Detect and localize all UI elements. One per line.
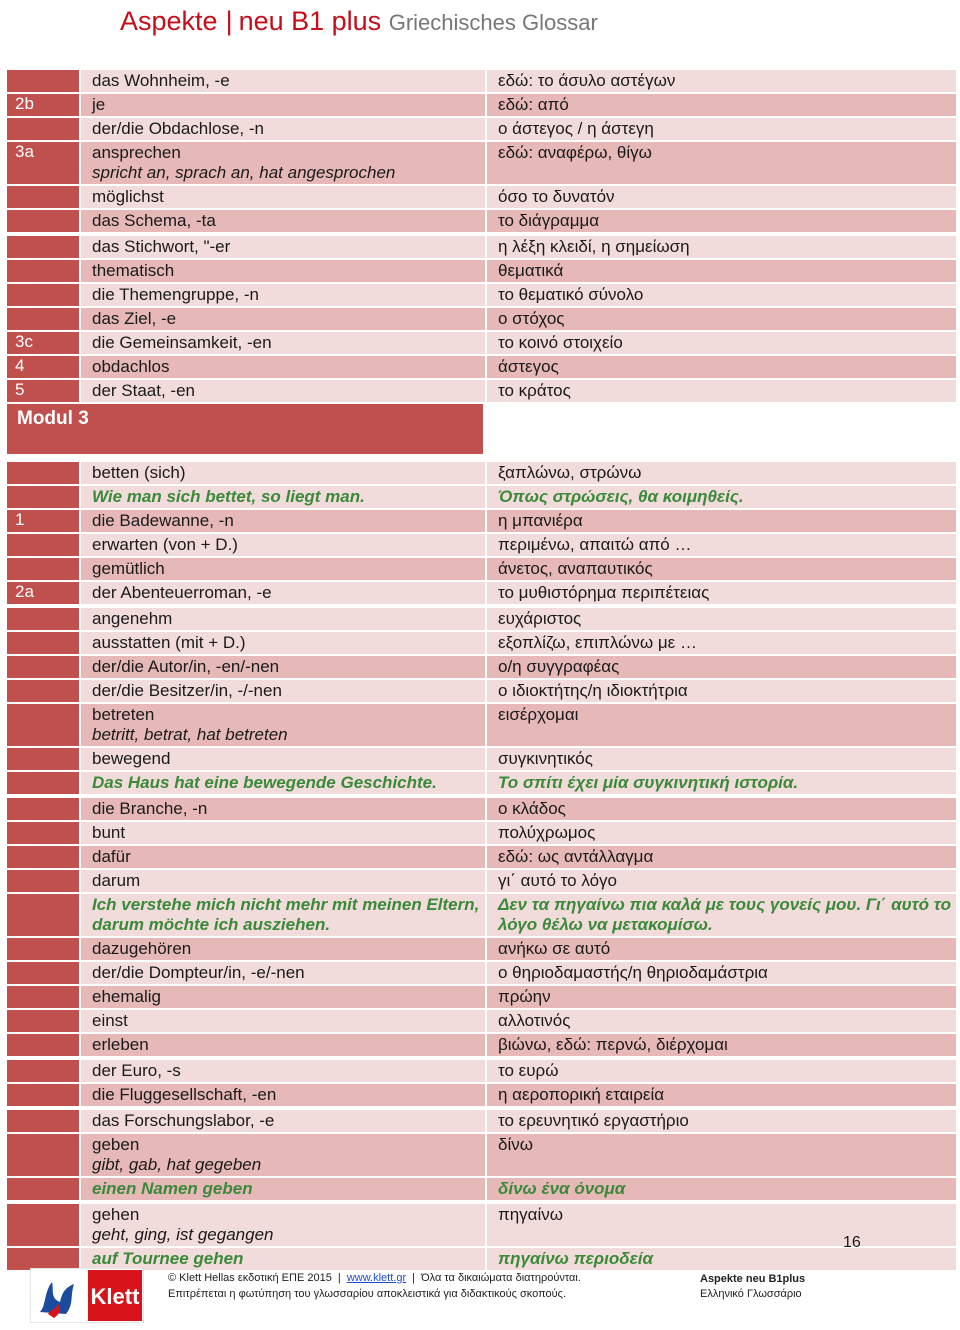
greek-example: Το σπίτι έχει μία συγκινητική ιστορία. (498, 773, 799, 792)
glossary-row (7, 846, 954, 870)
glossary-section-1 (7, 70, 954, 404)
footer-note: Επιτρέπεται η φωτύπηση του γλωσσαρίου αποκλειστικά για διδακτικούς σκοπούς. (168, 1288, 567, 1300)
exercise-number (7, 748, 79, 770)
greek-translation (487, 582, 956, 604)
greek-translation (487, 486, 956, 508)
german-word: die Themengruppe, -n (92, 285, 259, 304)
glossary-row (7, 1178, 954, 1204)
german-word: die Branche, -n (92, 799, 208, 818)
german-term (81, 986, 485, 1008)
german-term (81, 380, 485, 402)
greek-translation (487, 462, 956, 484)
german-word: das Stichwort, "-er (92, 237, 231, 256)
greek-word: το ερευνητικό εργαστήριο (498, 1111, 689, 1130)
german-word: der/die Dompteur/in, -e/-nen (92, 963, 305, 982)
german-term (81, 94, 485, 116)
page-number: 16 (843, 1234, 861, 1251)
german-word: das Ziel, -e (92, 309, 177, 328)
greek-word: θεματικά (498, 261, 564, 280)
exercise-number (7, 1010, 79, 1032)
german-example: einen Namen geben (92, 1179, 253, 1198)
glossary-row (7, 486, 954, 510)
exercise-number (7, 938, 79, 960)
german-term (81, 870, 485, 892)
german-word: das Wohnheim, -e (92, 71, 230, 90)
greek-translation (487, 260, 956, 282)
exercise-number (7, 1134, 79, 1176)
german-word: die Fluggesellschaft, -en (92, 1085, 277, 1104)
greek-example: Όπως στρώσεις, θα κοιμηθείς. (498, 487, 744, 506)
exercise-number (7, 70, 79, 92)
klett-logo-icon (30, 1268, 144, 1323)
german-word: betten (sich) (92, 463, 186, 482)
glossary-row (7, 210, 954, 236)
footer-left: © Klett Hellas εκδοτική ΕΠΕ 2015 | www.klett.gr | Όλα τα δικαιώματα διατηρούνται. Επιτρέπεται η φωτύπηση του γλωσσαρίου αποκλειστικά για διδακτικούς σκοπούς. (168, 1272, 581, 1300)
greek-word: ο ιδιοκτήτης/η ιδιοκτήτρια (498, 681, 688, 700)
exercise-number: 2b (7, 94, 79, 116)
greek-word: εδώ: ως αντάλλαγμα (498, 847, 654, 866)
greek-word: ευχάριστος (498, 609, 582, 628)
exercise-number (7, 558, 79, 580)
glossary-row (7, 1110, 954, 1134)
greek-translation (487, 380, 956, 402)
greek-translation (487, 680, 956, 702)
greek-translation (487, 70, 956, 92)
german-word: der Abenteuerroman, -e (92, 583, 272, 602)
greek-translation (487, 356, 956, 378)
exercise-number (7, 186, 79, 208)
greek-translation (487, 704, 956, 746)
greek-word: όσο το δυνατόν (498, 187, 615, 206)
greek-word: ο κλάδος (498, 799, 566, 818)
greek-translation (487, 894, 956, 936)
greek-translation (487, 94, 956, 116)
greek-word: πολύχρωμος (498, 823, 596, 842)
glossary-row (7, 748, 954, 772)
greek-word: εδώ: από (498, 95, 569, 114)
greek-word: ξαπλώνω, στρώνω (498, 463, 642, 482)
greek-example: πηγαίνω περιοδεία (498, 1249, 653, 1268)
greek-word: το μυθιστόρημα περιπέτειας (498, 583, 710, 602)
modul-label: Modul 3 (7, 404, 483, 454)
exercise-number (7, 1084, 79, 1106)
greek-translation (487, 962, 956, 984)
page-title (120, 4, 598, 38)
exercise-number (7, 608, 79, 630)
german-word: die Badewanne, -n (92, 511, 234, 530)
german-word: das Schema, -ta (92, 211, 216, 230)
glossary-row (7, 462, 954, 486)
greek-word: βιώνω, εδώ: περνώ, διέρχομαι (498, 1035, 728, 1054)
glossary-row (7, 582, 954, 608)
glossary-row (7, 822, 954, 846)
glossary-row (7, 1060, 954, 1084)
german-term (81, 656, 485, 678)
exercise-number (7, 1248, 79, 1270)
greek-translation (487, 142, 956, 184)
greek-translation (487, 308, 956, 330)
german-term (81, 236, 485, 258)
greek-word: περιμένω, απαιτώ από … (498, 535, 692, 554)
german-term (81, 558, 485, 580)
footer-rights: Όλα τα δικαιώματα διατηρούνται. (421, 1272, 581, 1284)
exercise-number (7, 962, 79, 984)
glossary-row (7, 534, 954, 558)
glossary-row (7, 656, 954, 680)
greek-translation (487, 632, 956, 654)
german-term (81, 1178, 485, 1200)
german-term (81, 608, 485, 630)
german-term (81, 748, 485, 770)
glossary-row (7, 380, 954, 404)
greek-word: η μπανιέρα (498, 511, 583, 530)
greek-translation (487, 772, 956, 794)
greek-word: άστεγος (498, 357, 559, 376)
exercise-number: 5 (7, 380, 79, 402)
german-word: bewegend (92, 749, 171, 768)
glossary-row (7, 772, 954, 798)
glossary-row (7, 1034, 954, 1060)
greek-word: ανήκω σε αυτό (498, 939, 611, 958)
german-term (81, 70, 485, 92)
german-term (81, 962, 485, 984)
footer-product: Aspekte neu B1plus (700, 1273, 806, 1285)
german-word: die Gemeinsamkeit, -en (92, 333, 272, 352)
greek-translation (487, 510, 956, 532)
german-word: ehemalig (92, 987, 161, 1006)
german-term (81, 462, 485, 484)
german-example: Wie man sich bettet, so liegt man. (92, 487, 365, 506)
exercise-number (7, 118, 79, 140)
greek-translation (487, 1204, 956, 1246)
greek-word: το διάγραμμα (498, 211, 600, 230)
glossary-row (7, 308, 954, 332)
german-term (81, 1034, 485, 1056)
greek-word: εξοπλίζω, επιπλώνω με … (498, 633, 697, 652)
glossary-table (7, 70, 954, 1272)
german-word: einst (92, 1011, 128, 1030)
greek-translation (487, 332, 956, 354)
german-word: ansprechen (92, 143, 181, 162)
greek-word: άνετος, αναπαυτικός (498, 559, 653, 578)
greek-translation (487, 798, 956, 820)
glossary-row (7, 986, 954, 1010)
exercise-number (7, 870, 79, 892)
greek-translation (487, 186, 956, 208)
exercise-number (7, 308, 79, 330)
german-word: geben (92, 1135, 140, 1154)
glossary-title: Griechisches Glossar (388, 10, 598, 35)
exercise-number (7, 822, 79, 844)
german-word: betreten (92, 705, 155, 724)
greek-translation (487, 938, 956, 960)
footer-copyright: © Klett Hellas εκδοτική ΕΠΕ 2015 (168, 1272, 332, 1284)
greek-word: εισέρχομαι (498, 705, 579, 724)
german-term (81, 308, 485, 330)
greek-translation (487, 608, 956, 630)
greek-translation (487, 558, 956, 580)
german-term (81, 632, 485, 654)
german-term (81, 846, 485, 868)
greek-translation (487, 1010, 956, 1032)
german-example: Das Haus hat eine bewegende Geschichte. (92, 773, 437, 792)
greek-word: ο στόχος (498, 309, 565, 328)
german-term (81, 1204, 485, 1246)
glossary-row (7, 558, 954, 582)
german-term (81, 284, 485, 306)
greek-word: ο/η συγγραφέας (498, 657, 620, 676)
german-word: darum (92, 871, 141, 890)
exercise-number (7, 462, 79, 484)
greek-translation (487, 210, 956, 232)
german-example: auf Tournee gehen (92, 1249, 244, 1268)
greek-translation (487, 1110, 956, 1132)
exercise-number (7, 894, 79, 936)
german-term (81, 260, 485, 282)
exercise-number (7, 1110, 79, 1132)
glossary-row (7, 332, 954, 356)
greek-translation (487, 1178, 956, 1200)
footer-product-sub: Ελληνικό Γλωσσάριο (700, 1288, 802, 1300)
german-term (81, 332, 485, 354)
greek-translation (487, 748, 956, 770)
german-example: Ich verstehe mich nicht mehr mit meinen Eltern, darum möchte ich ausziehen. (92, 895, 480, 934)
exercise-number: 3a (7, 142, 79, 184)
german-word: der Euro, -s (92, 1061, 181, 1080)
exercise-number (7, 1034, 79, 1056)
greek-word: το θεματικό σύνολο (498, 285, 644, 304)
glossary-row (7, 870, 954, 894)
glossary-row (7, 236, 954, 260)
german-word: je (92, 95, 106, 114)
german-word: dazugehören (92, 939, 192, 958)
greek-translation (487, 1248, 956, 1270)
german-term (81, 142, 485, 184)
greek-translation (487, 284, 956, 306)
glossary-row (7, 284, 954, 308)
greek-word: η αεροπορική εταιρεία (498, 1085, 665, 1104)
german-forms: gibt, gab, hat gegeben (92, 1155, 262, 1174)
german-word: gemütlich (92, 559, 165, 578)
glossary-row (7, 798, 954, 822)
greek-word: το κράτος (498, 381, 571, 400)
greek-translation (487, 986, 956, 1008)
exercise-number (7, 798, 79, 820)
german-word: das Forschungslabor, -e (92, 1111, 275, 1130)
german-term (81, 1060, 485, 1082)
glossary-row (7, 1204, 954, 1248)
glossary-section-2 (7, 462, 954, 1272)
german-term (81, 680, 485, 702)
title-separator: | (225, 6, 233, 36)
exercise-number (7, 704, 79, 746)
exercise-number (7, 284, 79, 306)
greek-translation (487, 118, 956, 140)
greek-example: δίνω ένα όνομα (498, 1179, 626, 1198)
glossary-row (7, 260, 954, 284)
german-word: der/die Besitzer/in, -/-nen (92, 681, 282, 700)
exercise-number (7, 534, 79, 556)
german-term (81, 1010, 485, 1032)
german-term (81, 486, 485, 508)
german-term (81, 1084, 485, 1106)
exercise-number (7, 260, 79, 282)
glossary-row (7, 632, 954, 656)
glossary-row (7, 510, 954, 534)
greek-word: το ευρώ (498, 1061, 559, 1080)
footer-right (700, 1272, 805, 1302)
german-forms: geht, ging, ist gegangen (92, 1225, 274, 1244)
exercise-number (7, 486, 79, 508)
exercise-number (7, 1178, 79, 1200)
german-term (81, 210, 485, 232)
german-term (81, 704, 485, 746)
greek-translation (487, 1034, 956, 1056)
greek-translation (487, 846, 956, 868)
german-term (81, 1110, 485, 1132)
german-word: obdachlos (92, 357, 170, 376)
greek-word: εδώ: το άσυλο αστέγων (498, 71, 676, 90)
german-word: der/die Autor/in, -en/-nen (92, 657, 280, 676)
exercise-number (7, 846, 79, 868)
german-term (81, 1248, 485, 1270)
glossary-row (7, 70, 954, 94)
greek-translation (487, 236, 956, 258)
greek-word: πρώην (498, 987, 551, 1006)
glossary-row (7, 1248, 954, 1272)
german-word: gehen (92, 1205, 140, 1224)
glossary-row (7, 894, 954, 938)
german-term (81, 894, 485, 936)
greek-translation (487, 1084, 956, 1106)
greek-translation (487, 656, 956, 678)
glossary-row (7, 608, 954, 632)
greek-translation (487, 534, 956, 556)
exercise-number (7, 772, 79, 794)
glossary-row (7, 118, 954, 142)
german-term (81, 1134, 485, 1176)
german-term (81, 186, 485, 208)
exercise-number: 1 (7, 510, 79, 532)
greek-word: εδώ: αναφέρω, θίγω (498, 143, 652, 162)
exercise-number (7, 680, 79, 702)
greek-translation (487, 870, 956, 892)
greek-word: η λέξη κλειδί, η σημείωση (498, 237, 690, 256)
german-term (81, 938, 485, 960)
greek-word: το κοινό στοιχείο (498, 333, 623, 352)
glossary-row (7, 962, 954, 986)
exercise-number (7, 1204, 79, 1246)
german-term (81, 118, 485, 140)
greek-word: ο άστεγος / η άστεγη (498, 119, 654, 138)
glossary-row (7, 1084, 954, 1110)
glossary-row (7, 704, 954, 748)
german-term (81, 798, 485, 820)
german-term (81, 582, 485, 604)
level-title: neu B1 plus (238, 6, 382, 36)
greek-word: πηγαίνω (498, 1205, 564, 1224)
glossary-row (7, 1010, 954, 1034)
german-word: ausstatten (mit + D.) (92, 633, 246, 652)
greek-translation (487, 1134, 956, 1176)
exercise-number: 3c (7, 332, 79, 354)
glossary-row (7, 1134, 954, 1178)
greek-word: συγκινητικός (498, 749, 593, 768)
german-word: möglichst (92, 187, 164, 206)
german-word: thematisch (92, 261, 175, 280)
exercise-number (7, 1060, 79, 1082)
glossary-row (7, 356, 954, 380)
greek-example: Δεν τα πηγαίνω πια καλά με τους γονείς μου. Γι΄ αυτό το λόγο θέλω να μετακομίσω. (498, 895, 952, 934)
glossary-row (7, 94, 954, 118)
german-word: der/die Obdachlose, -n (92, 119, 264, 138)
german-term (81, 510, 485, 532)
german-forms: betritt, betrat, hat betreten (92, 725, 288, 744)
exercise-number (7, 210, 79, 232)
german-word: bunt (92, 823, 126, 842)
german-word: dafür (92, 847, 131, 866)
brand-title: Aspekte (120, 6, 218, 36)
modul-header (7, 404, 954, 462)
exercise-number (7, 236, 79, 258)
glossary-row (7, 186, 954, 210)
exercise-number: 4 (7, 356, 79, 378)
glossary-row (7, 938, 954, 962)
german-word: erleben (92, 1035, 149, 1054)
german-forms: spricht an, sprach an, hat angesprochen (92, 163, 396, 182)
german-word: der Staat, -en (92, 381, 196, 400)
german-word: erwarten (von + D.) (92, 535, 238, 554)
exercise-number: 2a (7, 582, 79, 604)
logo-text: Klett (90, 1284, 140, 1309)
greek-word: ο θηριοδαμαστής/η θηριοδαμάστρια (498, 963, 768, 982)
greek-translation (487, 822, 956, 844)
german-term (81, 822, 485, 844)
german-term (81, 534, 485, 556)
glossary-row (7, 680, 954, 704)
greek-word: δίνω (498, 1135, 534, 1154)
glossary-row (7, 142, 954, 186)
footer-link[interactable]: www.klett.gr (346, 1272, 407, 1284)
greek-word: αλλοτινός (498, 1011, 571, 1030)
greek-word: γι΄ αυτό το λόγο (498, 871, 617, 890)
exercise-number (7, 656, 79, 678)
exercise-number (7, 632, 79, 654)
greek-translation (487, 1060, 956, 1082)
german-term (81, 356, 485, 378)
german-term (81, 772, 485, 794)
exercise-number (7, 986, 79, 1008)
german-word: angenehm (92, 609, 173, 628)
